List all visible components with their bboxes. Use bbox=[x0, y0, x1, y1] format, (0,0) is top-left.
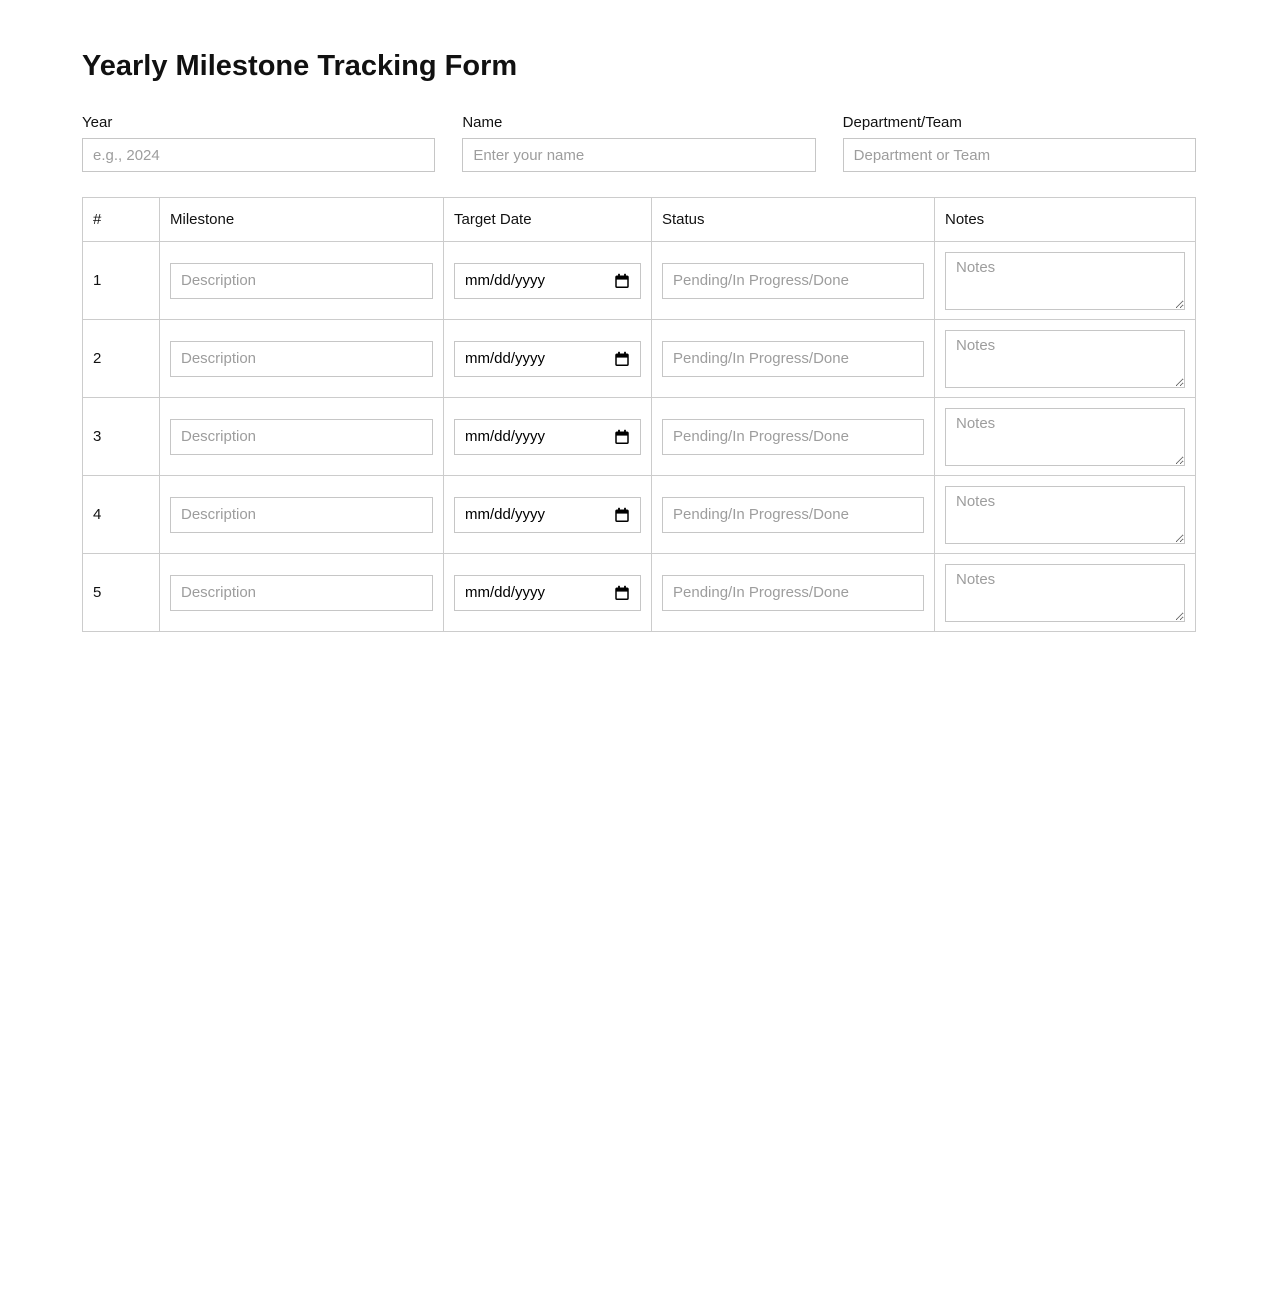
notes-cell bbox=[935, 554, 1196, 632]
target-date-input[interactable] bbox=[454, 341, 641, 377]
row-number: 5 bbox=[93, 583, 102, 601]
notes-cell bbox=[935, 242, 1196, 320]
notes-textarea[interactable] bbox=[945, 564, 1185, 622]
target-date-input[interactable] bbox=[454, 263, 641, 299]
target-date-input[interactable] bbox=[454, 575, 641, 611]
date-placeholder-text: mm/dd/yyyy bbox=[465, 272, 546, 289]
notes-textarea[interactable] bbox=[945, 252, 1185, 310]
top-form bbox=[82, 114, 1196, 172]
date-placeholder-text: mm/dd/yyyy bbox=[465, 584, 546, 601]
milestone-cell bbox=[160, 398, 444, 476]
table-row bbox=[83, 242, 1196, 320]
column-header-number: # bbox=[83, 198, 160, 242]
status-input[interactable] bbox=[662, 497, 924, 533]
calendar-icon[interactable] bbox=[614, 273, 630, 289]
milestone-cell bbox=[160, 320, 444, 398]
name-label: Name bbox=[462, 114, 503, 131]
target-date-input[interactable] bbox=[454, 497, 641, 533]
table-row bbox=[83, 398, 1196, 476]
row-number-cell bbox=[83, 554, 160, 632]
row-number: 2 bbox=[93, 349, 102, 367]
calendar-icon[interactable] bbox=[614, 351, 630, 367]
name-field-group bbox=[462, 114, 815, 172]
table-row bbox=[83, 554, 1196, 632]
status-cell bbox=[652, 476, 935, 554]
status-input[interactable] bbox=[662, 575, 924, 611]
table-row bbox=[83, 320, 1196, 398]
milestone-input[interactable] bbox=[170, 419, 433, 455]
milestone-input[interactable] bbox=[170, 497, 433, 533]
notes-textarea[interactable] bbox=[945, 408, 1185, 466]
status-cell bbox=[652, 242, 935, 320]
milestone-cell bbox=[160, 242, 444, 320]
column-header-target-date: Target Date bbox=[444, 198, 652, 242]
column-header-status: Status bbox=[652, 198, 935, 242]
table-row bbox=[83, 476, 1196, 554]
target-date-cell bbox=[444, 554, 652, 632]
department-field-group bbox=[843, 114, 1196, 172]
row-number-cell bbox=[83, 242, 160, 320]
date-placeholder-text: mm/dd/yyyy bbox=[465, 506, 546, 523]
status-cell bbox=[652, 398, 935, 476]
status-input[interactable] bbox=[662, 341, 924, 377]
row-number: 1 bbox=[93, 271, 102, 289]
header-row bbox=[83, 198, 1196, 242]
target-date-cell bbox=[444, 320, 652, 398]
notes-cell bbox=[935, 476, 1196, 554]
date-placeholder-text: mm/dd/yyyy bbox=[465, 428, 546, 445]
milestone-cell bbox=[160, 476, 444, 554]
target-date-input[interactable] bbox=[454, 419, 641, 455]
milestone-table-header bbox=[83, 198, 1196, 242]
name-input[interactable] bbox=[462, 138, 815, 172]
milestone-table bbox=[82, 197, 1196, 632]
date-placeholder-text: mm/dd/yyyy bbox=[465, 350, 546, 367]
row-number-cell bbox=[83, 398, 160, 476]
milestone-input[interactable] bbox=[170, 575, 433, 611]
calendar-icon[interactable] bbox=[614, 507, 630, 523]
milestone-table-body bbox=[83, 242, 1196, 632]
target-date-cell bbox=[444, 242, 652, 320]
column-header-notes: Notes bbox=[935, 198, 1196, 242]
milestone-input[interactable] bbox=[170, 263, 433, 299]
target-date-cell bbox=[444, 398, 652, 476]
column-header-milestone: Milestone bbox=[160, 198, 444, 242]
row-number-cell bbox=[83, 476, 160, 554]
target-date-cell bbox=[444, 476, 652, 554]
department-label: Department/Team bbox=[842, 114, 962, 131]
notes-textarea[interactable] bbox=[945, 330, 1185, 388]
calendar-icon[interactable] bbox=[614, 585, 630, 601]
calendar-icon[interactable] bbox=[614, 429, 630, 445]
notes-cell bbox=[935, 398, 1196, 476]
notes-cell bbox=[935, 320, 1196, 398]
year-label: Year bbox=[82, 114, 113, 131]
year-input[interactable] bbox=[82, 138, 435, 172]
status-input[interactable] bbox=[662, 263, 924, 299]
milestone-cell bbox=[160, 554, 444, 632]
department-input[interactable] bbox=[843, 138, 1196, 172]
status-cell bbox=[652, 320, 935, 398]
page-title: Yearly Milestone Tracking Form bbox=[82, 50, 518, 82]
status-cell bbox=[652, 554, 935, 632]
milestone-input[interactable] bbox=[170, 341, 433, 377]
row-number: 4 bbox=[93, 505, 102, 523]
row-number: 3 bbox=[93, 427, 102, 445]
status-input[interactable] bbox=[662, 419, 924, 455]
year-field-group bbox=[82, 114, 435, 172]
row-number-cell bbox=[83, 320, 160, 398]
notes-textarea[interactable] bbox=[945, 486, 1185, 544]
